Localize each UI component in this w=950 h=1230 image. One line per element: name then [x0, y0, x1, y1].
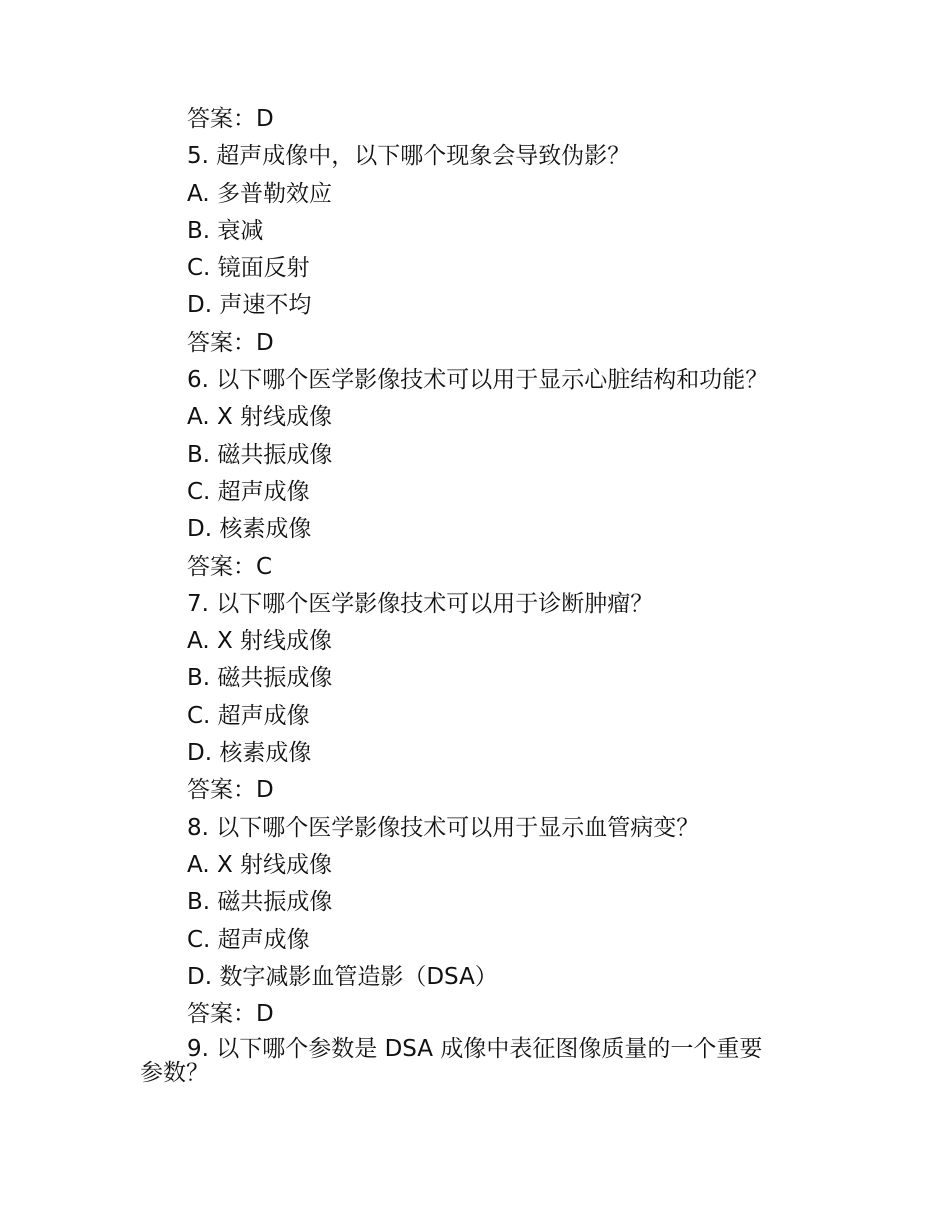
- option-c: C. 超声成像: [187, 478, 310, 505]
- question-9: 9. 以下哪个参数是 DSA 成像中表征图像质量的一个重要: [187, 1036, 763, 1062]
- option-d: D. 核素成像: [187, 516, 312, 543]
- question-8: 8. 以下哪个医学影像技术可以用于显示血管病变？: [187, 814, 700, 841]
- option-b: B. 磁共振成像: [187, 441, 333, 468]
- answer-line: 答案：D: [187, 1001, 274, 1028]
- option-a: A. 多普勒效应: [187, 180, 332, 207]
- option-d: D. 核素成像: [187, 740, 312, 767]
- answer-line: 答案：D: [187, 106, 274, 132]
- option-d: D. 数字减影血管造影（DSA）: [187, 963, 498, 990]
- question-9-continuation: 参数？: [140, 1060, 209, 1086]
- question-7: 7. 以下哪个医学影像技术可以用于诊断肿瘤？: [187, 590, 654, 617]
- option-a: A. X 射线成像: [187, 628, 333, 655]
- answer-line: 答案：D: [187, 329, 274, 356]
- question-6: 6. 以下哪个医学影像技术可以用于显示心脏结构和功能？: [187, 367, 769, 394]
- option-a: A. X 射线成像: [187, 851, 333, 878]
- option-b: B. 磁共振成像: [187, 665, 333, 692]
- option-b: B. 磁共振成像: [187, 889, 333, 916]
- answer-line: 答案：C: [187, 553, 273, 580]
- option-c: C. 超声成像: [187, 926, 310, 953]
- option-a: A. X 射线成像: [187, 404, 333, 431]
- answer-line: 答案：D: [187, 777, 274, 804]
- option-b: B. 衰减: [187, 217, 264, 244]
- question-5: 5. 超声成像中，以下哪个现象会导致伪影？: [187, 143, 631, 170]
- option-c: C. 镜面反射: [187, 255, 310, 282]
- option-d: D. 声速不均: [187, 292, 312, 319]
- quiz-content: [187, 101, 827, 1033]
- option-c: C. 超声成像: [187, 702, 310, 729]
